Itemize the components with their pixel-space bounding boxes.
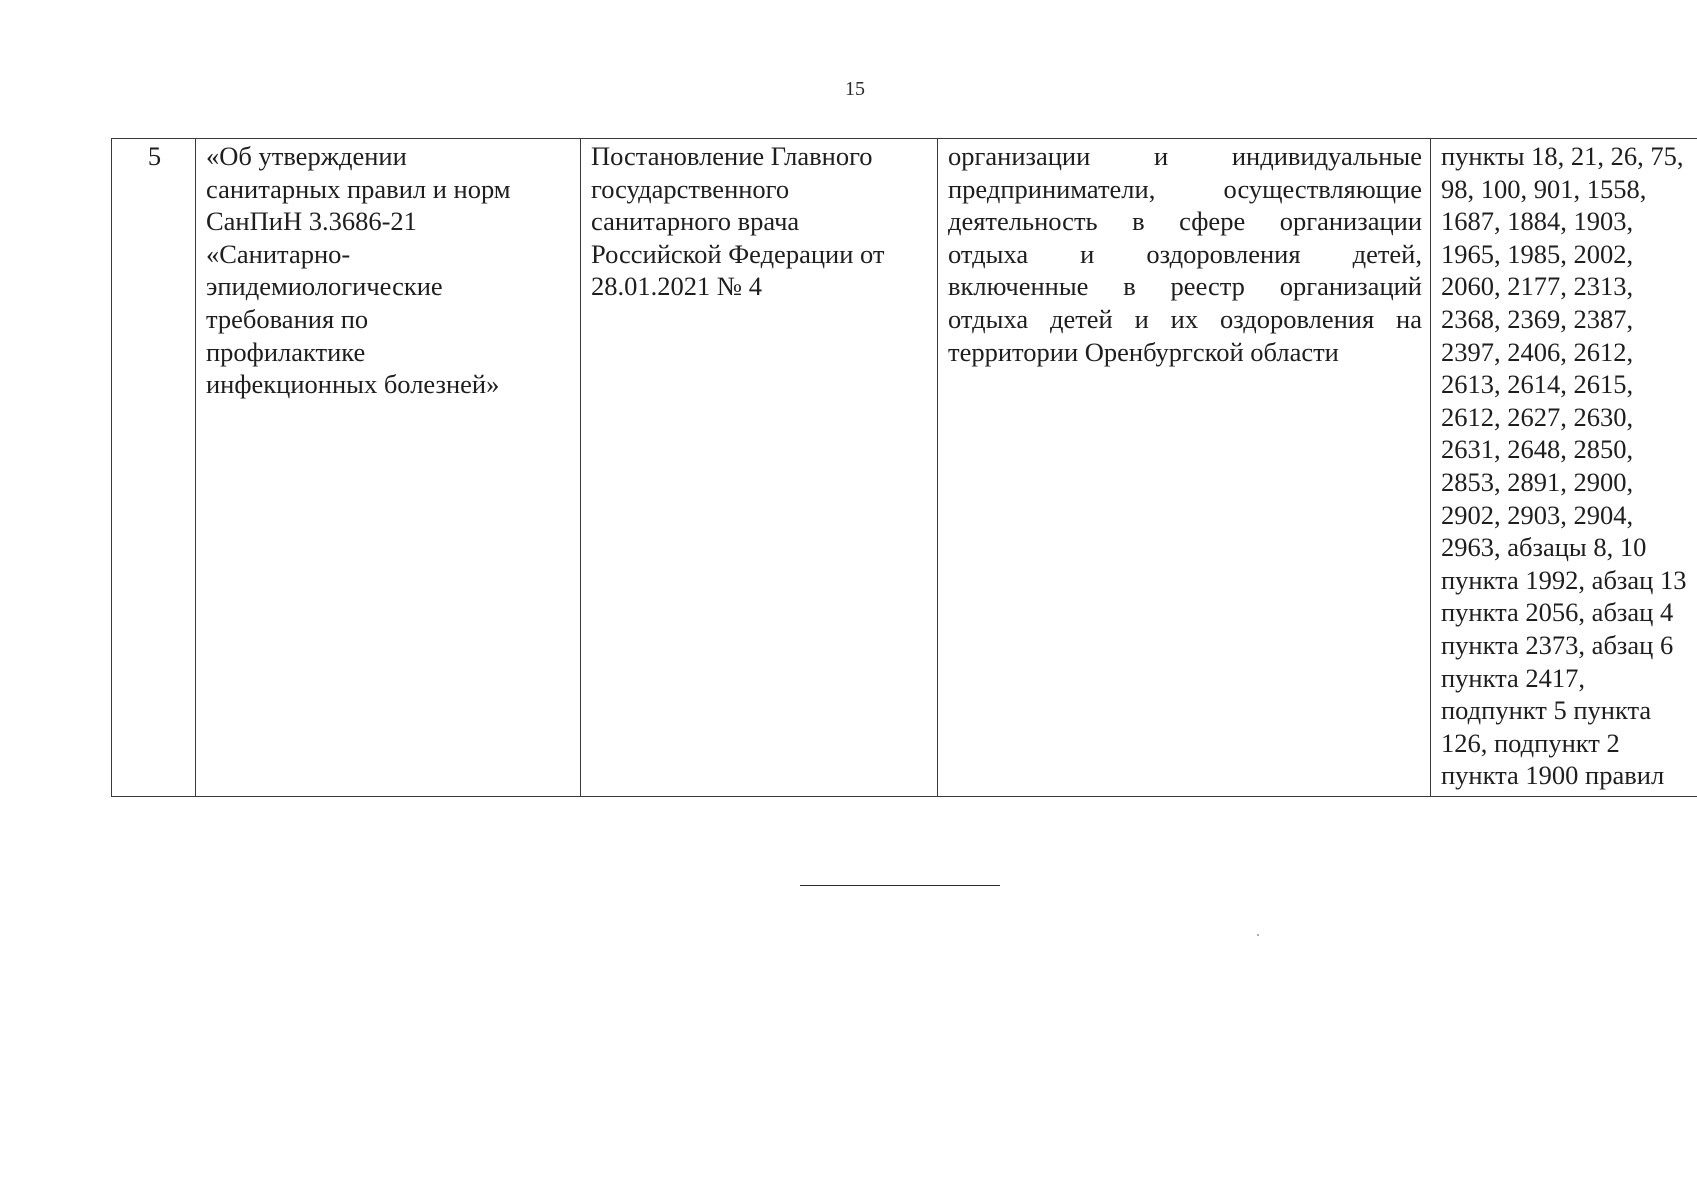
act-details-cell: Постановление Главного государственного санитарного врача Российской Федерации от 28.01.2021 № 4 bbox=[581, 139, 938, 797]
page-number: 15 bbox=[845, 78, 865, 100]
requirements-table bbox=[111, 138, 1697, 797]
act-title-cell: «Об утверждении санитарных правил и норм СанПиН 3.3686-21 «Санитарно- эпидемиологические требования по профилактике инфекционных болезней» bbox=[196, 139, 581, 797]
table-row bbox=[112, 139, 1697, 797]
scan-speck bbox=[1257, 934, 1259, 936]
end-of-document-rule bbox=[800, 885, 1000, 886]
row-number-cell: 5 bbox=[112, 139, 196, 797]
subjects-cell: организации и индивидуальные предприниматели, осуществляющие деятельность в сфере организации отдыха и оздоровления детей, включенные в реестр организаций отдыха детей и их оздоровления на территории Оренбургской области bbox=[938, 139, 1431, 797]
structural-units-cell: пункты 18, 21, 26, 75, 98, 100, 901, 1558, 1687, 1884, 1903, 1965, 1985, 2002, 2060, 2177, 2313, 2368, 2369, 2387, 2397, 2406, 2612, 2613, 2614, 2615, 2612, 2627, 2630, 2631, 2648, 2850, 2853, 2891, 2900, 2902, 2903, 2904, 2963, абзацы 8, 10 пункта 1992, абзац 13 пункта 2056, абзац 4 пункта 2373, абзац 6 пункта 2417, подпункт 5 пункта 126, подпункт 2 пункта 1900 правил bbox=[1431, 139, 1697, 797]
